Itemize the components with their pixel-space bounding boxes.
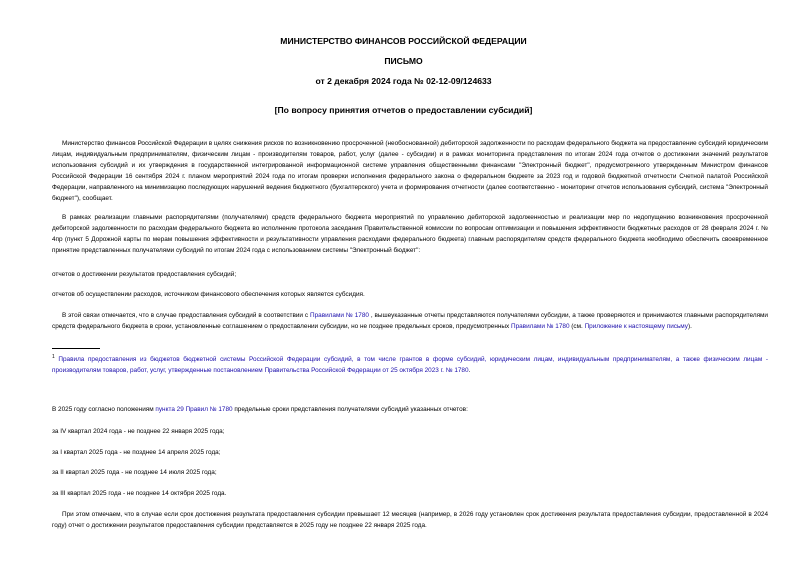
- paragraph-2: В рамках реализации главными распорядителями (получателями) средств федерального бюджета мероприятий по управлению дебиторской задолженностью и реализации мер по недопущению возникновения просроченной дебиторской задолженности по расходам федерального бюджета во исполнение протокола заседания Правительственной комиссии по вопросам оптимизации и повышения эффективности бюджетных расходов от 28 февраля 2024 г. № 4пр (пункт 5 Дорожной карты по мерам повышения эффективности и результативности управления расходами федерального бюджета) главным распорядителям средств федерального бюджета необходимо обеспечить своевременное принятие представленных получателями субсидий по итогам 2024 года с использованием системы "Электронный бюджет":: [52, 214, 768, 254]
- footnote-text-b: .: [468, 367, 471, 375]
- list-item-report-expenses: отчетов об осуществлении расходов, источником финансового обеспечения которых является субсидия.: [52, 291, 365, 298]
- document-type: ПИСЬМО: [384, 56, 423, 66]
- paragraph-3-text-b: , вышеуказанные отчеты представляются получателями субсидии, а также проверяются и принимаются главными распорядителями средств федерального бюджета в сроки, установленные соглашением о предоставлении субсидии, но не позднее предельных сроков, предусмотренных: [52, 312, 768, 330]
- footnote-divider: [52, 348, 100, 349]
- paragraph-4-text-b: предельные сроки представления получателями субсидий указанных отчетов:: [232, 406, 468, 413]
- paragraph-5: При этом отмечаем, что в случае если срок достижения результата предоставления субсидии превышает 12 месяцев (например, в 2026 году установлен срок достижения результата предоставления субсидии, предоставленной в 2024 году) отчет о достижении результатов предоставления субсидии представляется в 2025 году не позднее 22 января 2025 года.: [52, 511, 768, 529]
- appendix-link[interactable]: Приложение к настоящему письму: [584, 322, 688, 330]
- ministry-title: МИНИСТЕРСТВО ФИНАНСОВ РОССИЙСКОЙ ФЕДЕРАЦИИ: [280, 36, 527, 46]
- paragraph-4-text-a: В 2025 году согласно положениям: [52, 406, 156, 413]
- footnote-mark: 1: [52, 354, 55, 360]
- deadline-q1-2025: за I квартал 2025 года - не позднее 14 апреля 2025 года;: [52, 449, 221, 456]
- deadline-q2-2025: за II квартал 2025 года - не позднее 14 июля 2025 года;: [52, 469, 217, 476]
- list-item-report-results: отчетов о достижении результатов предоставления субсидий;: [52, 271, 237, 278]
- footnote: [52, 352, 768, 377]
- footnote-text-a: Правила предоставления из бюджетов бюджетной системы Российской Федерации субсидий, в том числе грантов в форме субсидий, юридическим лицам, индивидуальным предпринимателям, а также физическим лицам - производителям товаров, работ, услуг, утвержденные: [52, 356, 768, 375]
- rules-1780-link[interactable]: Правилами № 1780: [310, 312, 369, 319]
- document-date-number: от 2 декабря 2024 года № 02-12-09/124633: [315, 76, 492, 86]
- paragraph-1: Министерство финансов Российской Федерации в целях снижения рисков по возникновению просроченной (необоснованной) дебиторской задолженности по расходам федерального бюджета на предоставление субсидий юридическим лицам, индивидуальным предпринимателям, физическим лицам - производителям товаров, работ, услуг (далее - субсидии) и в рамках мониторинга представления по итогам 2024 года отчетов о достижении значений результатов использования субсидий и их утверждения в государственной интегрированной информационной системе управления общественными финансами "Электронный бюджет", предусмотренного утвержденным Министром финансов Российской Федерации 16 сентября 2024 г. планом мероприятий 2024 года по итогам проверки исполнения федерального закона о федеральном бюджете за 2023 год и годовой бюджетной отчетности Счетной палатой Российской Федерации, направленного на минимизацию последующих нарушений ведения бюджетного (бухгалтерского) учета и формирования отчетности (далее соответственно - мониторинг отчетов использования субсидий, система "Электронный бюджет"), сообщает.: [52, 140, 768, 202]
- paragraph-3-text-d: ).: [687, 322, 692, 330]
- item-29-rules-link[interactable]: пункта 29 Правил № 1780: [155, 406, 233, 413]
- deadline-q4-2024: за IV квартал 2024 года - не позднее 22 января 2025 года;: [52, 428, 225, 435]
- document-subject: [По вопросу принятия отчетов о предоставлении субсидий]: [274, 105, 533, 115]
- rules-1780-link-2[interactable]: Правилами № 1780: [510, 322, 570, 330]
- paragraph-3: [52, 311, 768, 333]
- paragraph-3-text-c: (см.: [569, 322, 585, 330]
- paragraph-4: [52, 405, 768, 416]
- paragraph-3-text-a: В этой связи отмечается, что в случае предоставления субсидий в соответствии с: [62, 312, 310, 319]
- decree-1780-link[interactable]: постановлением Правительства Российской Федерации от 25 октября 2023 г. № 1780: [213, 367, 469, 375]
- deadline-q3-2025: за III квартал 2025 года - не позднее 14 октября 2025 года.: [52, 490, 227, 497]
